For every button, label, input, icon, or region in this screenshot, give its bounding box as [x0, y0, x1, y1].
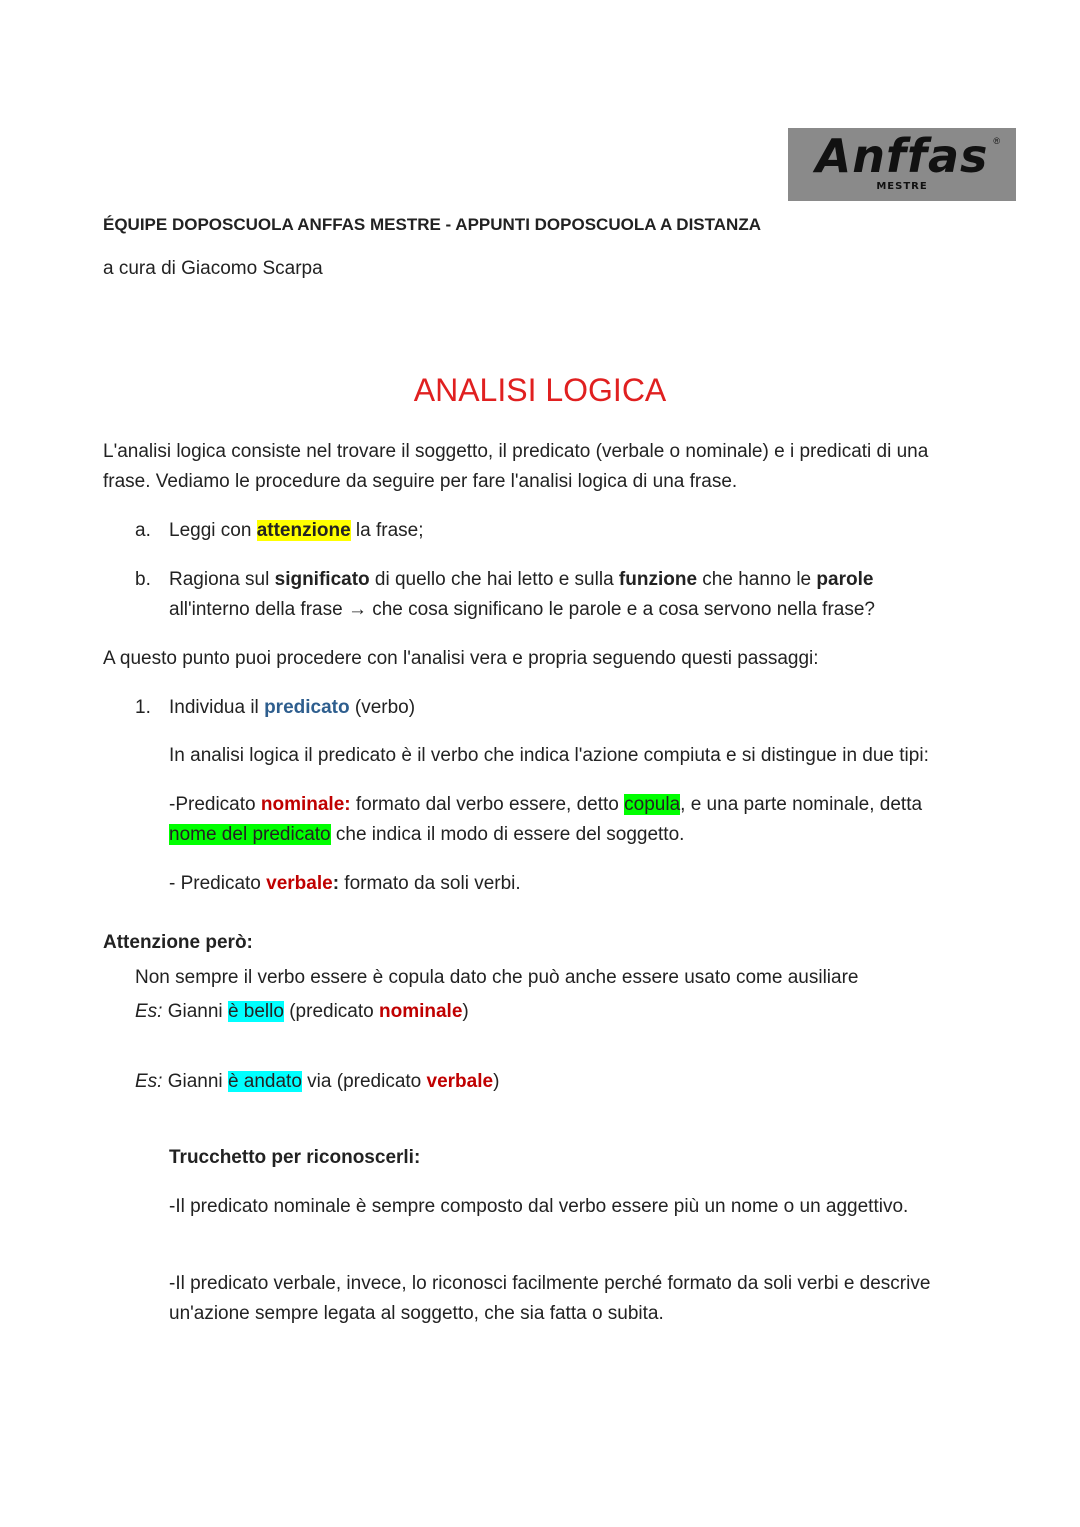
header-title: ÉQUIPE DOPOSCUOLA ANFFAS MESTRE - APPUNTI DOPOSCUOLA A DISTANZA: [103, 215, 761, 234]
intro-line-1: L'analisi logica consiste nel trovare il soggetto, il predicato (verbale o nominale) e i predicati di una: [103, 441, 929, 462]
example-1: Es: Gianni è bello (predicato nominale): [135, 1001, 469, 1022]
step-b: b. Ragiona sul significato di quello che hai letto e sulla funzione che hanno le parole: [135, 569, 874, 590]
trick-heading: Trucchetto per riconoscerli:: [169, 1147, 421, 1168]
step-a: a. Leggi con attenzione la frase;: [135, 520, 424, 541]
attention-text: Non sempre il verbo essere è copula dato che può anche essere usato come ausiliare: [135, 967, 859, 988]
keyword-predicato: predicato: [264, 697, 350, 718]
predicato-verbale-line: - Predicato verbale: formato da soli verbi.: [169, 873, 521, 894]
trick-point-1: -Il predicato nominale è sempre composto dal verbo essere più un nome o un aggettivo.: [169, 1196, 909, 1217]
example-2: Es: Gianni è andato via (predicato verbale): [135, 1071, 500, 1092]
attention-heading: Attenzione però:: [103, 932, 253, 953]
step-b-marker: b.: [135, 569, 151, 590]
highlight-e-bello: è bello: [227, 1001, 284, 1022]
highlight-attenzione: attenzione: [256, 520, 351, 541]
step-a-marker: a.: [135, 520, 151, 541]
step-b-line-2: all'interno della frase → che cosa significano le parole e a cosa servono nella frase?: [169, 599, 875, 620]
logo-subtitle: MESTRE: [876, 181, 928, 192]
trick-point-2-line-2: un'azione sempre legata al soggetto, che sia fatta o subita.: [169, 1303, 664, 1324]
highlight-e-andato: è andato: [227, 1071, 302, 1092]
highlight-nome-del-predicato: nome del predicato: [169, 824, 331, 845]
header-author: a cura di Giacomo Scarpa: [103, 258, 323, 279]
point-1-marker: 1.: [135, 697, 151, 718]
point-1: 1. Individua il predicato (verbo): [135, 697, 416, 718]
highlight-copula: copula: [624, 794, 681, 815]
proceed-text: A questo punto puoi procedere con l'analisi vera e propria seguendo questi passaggi:: [103, 648, 819, 669]
intro-line-2: frase. Vediamo le procedure da seguire per fare l'analisi logica di una frase.: [103, 471, 738, 492]
anffas-logo: [788, 128, 1016, 201]
predicato-nominale-line-2: nome del predicato che indica il modo di essere del soggetto.: [169, 824, 685, 845]
predicato-nominale-line-1: -Predicato nominale: formato dal verbo essere, detto copula, e una parte nominale, detta: [169, 794, 923, 815]
trick-point-2-line-1: -Il predicato verbale, invece, lo riconosci facilmente perché formato da soli verbi e descrive: [169, 1273, 931, 1294]
page-title: ANALISI LOGICA: [413, 372, 667, 408]
logo-registered-mark: ®: [993, 136, 1000, 146]
point-1-description: In analisi logica il predicato è il verbo che indica l'azione compiuta e si distingue in due tipi:: [169, 745, 929, 766]
logo-wordmark: Anffas: [815, 129, 989, 183]
